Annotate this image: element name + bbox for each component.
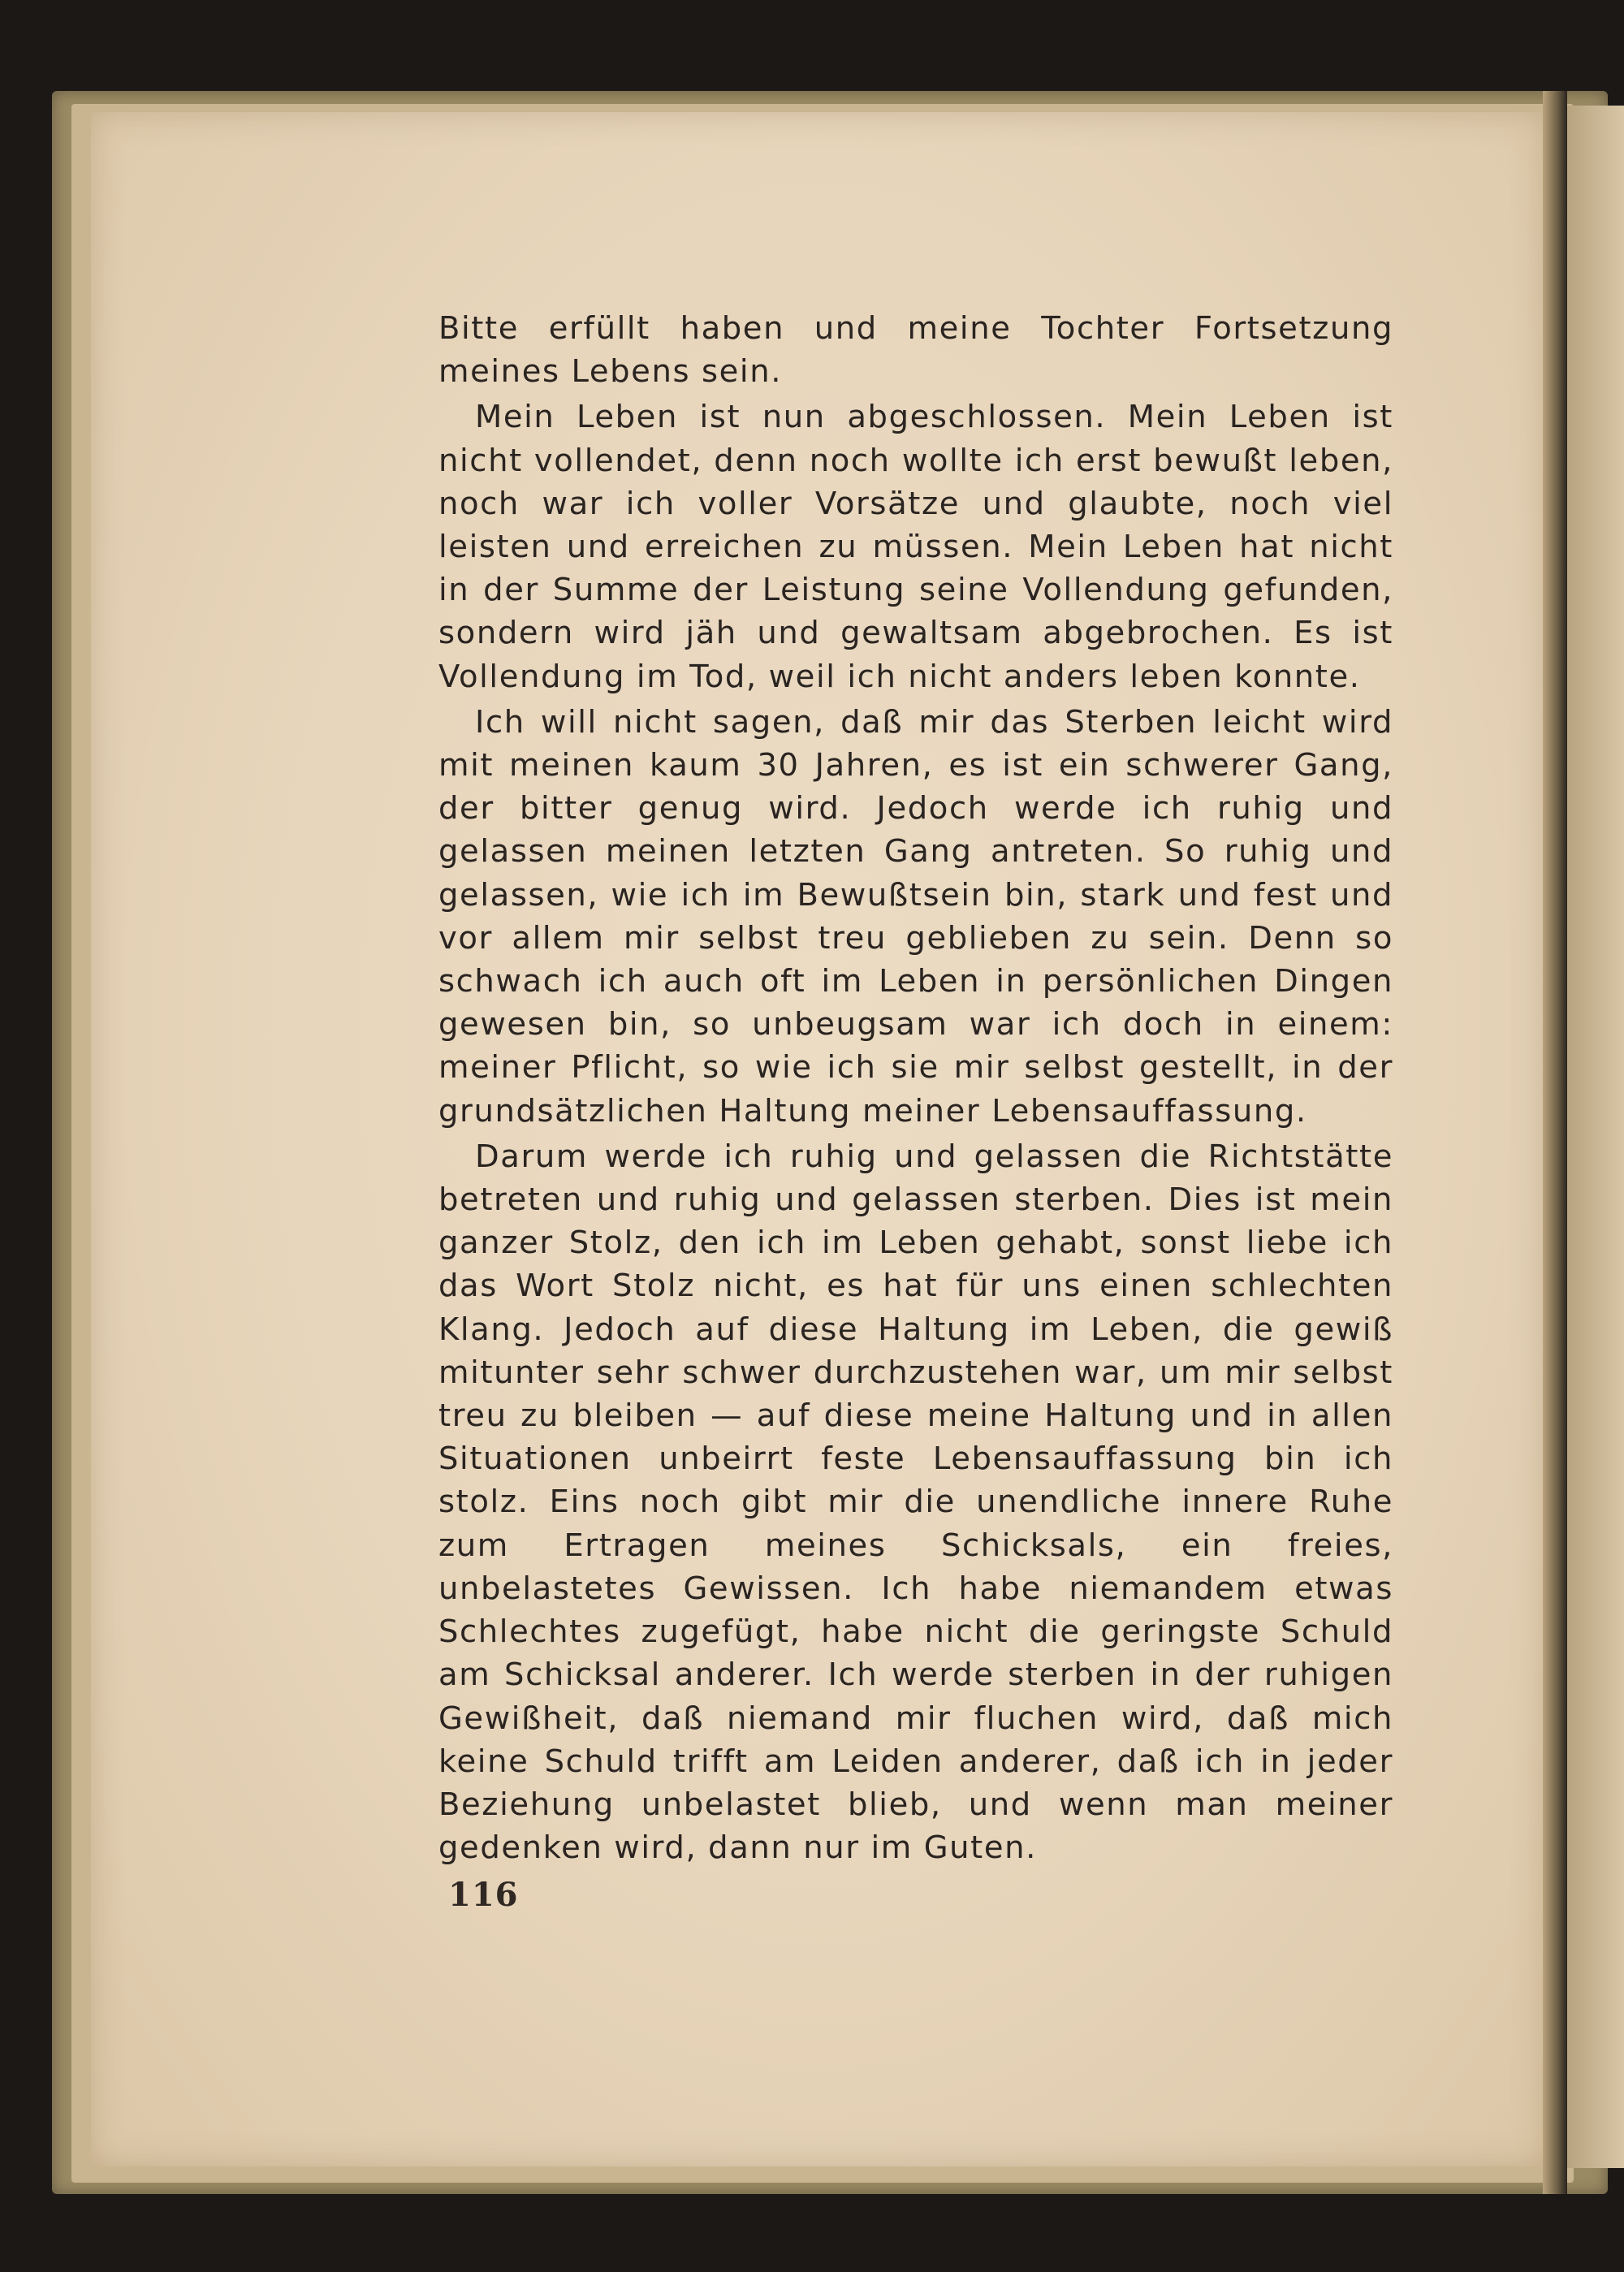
paragraph-2: Mein Leben ist nun abgeschlossen. Mein Leben ist nicht vollendet, denn noch wollte ich erst bewußt leben, noch war ich voller Vorsätze und glaubte, noch viel leisten und erreichen zu müssen. Mein Leben hat nicht in der Summe der Leistung seine Vollendung gefunden, sondern wird jäh und gewaltsam abgebrochen. Es ist Vollendung im Tod, weil ich nicht anders leben konnte.	[438, 399, 1393, 695]
paragraph-4: Darum werde ich ruhig und gelassen die Richtstätte betreten und ruhig und gelassen sterben. Dies ist mein ganzer Stolz, den ich im Leben gehabt, sonst liebe ich das Wort Stolz nicht, es hat für uns einen schlechten Klang. Jedoch auf diese Haltung im Leben, die gewiß mitunter sehr schwer durchzustehen war, um mir selbst treu zu bleiben — auf diese meine Haltung und in allen Situationen unbeirrt feste Lebensauffassung bin ich stolz. Eins noch gibt mir die unendliche innere Ruhe zum Ertragen meines Schicksals, ein freies, unbelastetes Gewissen. Ich habe niemandem etwas Schlechtes zugefügt, habe nicht die geringste Schuld am Schicksal anderer. Ich werde sterben in der ruhigen Gewißheit, daß niemand mir fluchen wird, daß mich keine Schuld trifft am Leiden anderer, daß ich in jeder Beziehung unbelastet blieb, und wenn man meiner gedenken wird, dann nur im Guten.	[438, 1138, 1393, 1867]
paragraph-3: Ich will nicht sagen, daß mir das Sterben leicht wird mit meinen kaum 30 Jahren, es ist ein schwerer Gang, der bitter genug wird. Jedoch werde ich ruhig und gelassen meinen letzten Gang antreten. So ruhig und gelassen, wie ich im Bewußtsein bin, stark und fest und vor allem mir selbst treu geblieben zu sein. Denn so schwach ich auch oft im Leben in persönlichen Dingen gewesen bin, so unbeugsam war ich doch in einem: meiner Pflicht, so wie ich sie mir selbst gestellt, in der grundsätzlichen Haltung meiner Lebensauffassung.	[438, 703, 1393, 1130]
book-gutter	[1543, 91, 1567, 2194]
page-text	[438, 307, 1393, 1869]
page-number: 116	[448, 1876, 519, 1914]
paragraph-1: Bitte erfüllt haben und meine Tochter Fortsetzung meines Lebens sein.	[438, 310, 1393, 391]
facing-page-edge	[1567, 106, 1624, 2168]
